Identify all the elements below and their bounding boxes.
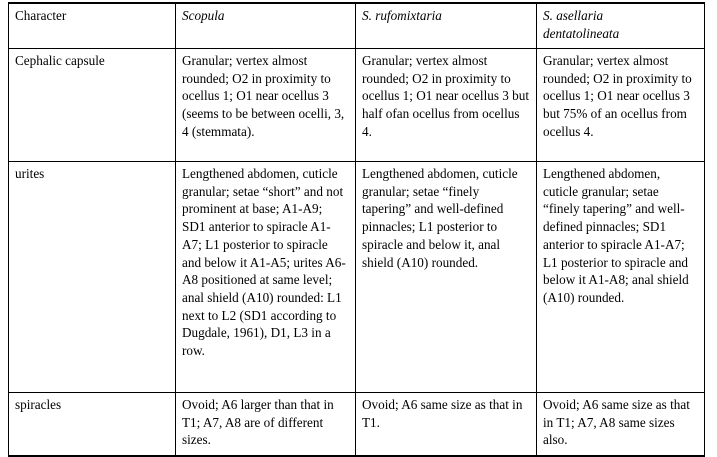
column-header-asellaria-line1: S. asellaria	[543, 8, 604, 23]
table-row	[9, 49, 705, 162]
row-label-cephalic-capsule: Cephalic capsule	[9, 49, 176, 162]
column-header-asellaria-line2: dentatolineata	[543, 25, 620, 41]
table-body	[9, 49, 705, 457]
column-header-character: Character	[9, 3, 176, 49]
table-row	[9, 162, 705, 393]
cell-urites-rufomixtaria: Lengthened abdomen, cuticle granular; setae “finely tapering” and well-defined pinnacles; L1 posterior to spiracle and below it, anal shield (A10) rounded.	[356, 162, 537, 393]
cell-spiracles-rufomixtaria: Ovoid; A6 same size as that in T1.	[356, 393, 537, 457]
cell-cephalic-rufomixtaria: Granular; vertex almost rounded; O2 in proximity to ocellus 1; O1 near ocellus 3 but half ofan ocellus from ocellus 4.	[356, 49, 537, 162]
row-label-spiracles: spiracles	[9, 393, 176, 457]
cell-cephalic-asellaria: Granular; vertex almost rounded; O2 in proximity to ocellus 1; O1 near ocellus 3 but 75% of an ocellus from ocellus 4.	[537, 49, 705, 162]
cell-urites-asellaria: Lengthened abdomen, cuticle granular; setae “finely tapering” and well-defined pinnacles; SD1 anterior to spiracle A1-A7; L1 posterior to spiracle and below it A1-A8; anal shield (A10) rounded.	[537, 162, 705, 393]
table-header	[9, 3, 705, 49]
cell-urites-scopula: Lengthened abdomen, cuticle granular; setae “short” and not prominent at base; A1-A9; SD1 anterior to spiracle A1-A7; L1 posterior to spiracle and below it A1-A5; urites A6-A8 positioned at same level; anal shield (A10) rounded: L1 next to L2 (SD1 according to Dugdale, 1961), D1, L3 in a row.	[176, 162, 356, 393]
cell-cephalic-scopula: Granular; vertex almost rounded; O2 in proximity to ocellus 1; O1 near ocellus 3 (seems to be between ocelli, 3, 4 (stemmata).	[176, 49, 356, 162]
table-header-row	[9, 3, 705, 49]
table-row	[9, 393, 705, 457]
column-header-asellaria-dentatolineata	[537, 3, 705, 49]
column-header-rufomixtaria: S. rufomixtaria	[356, 3, 537, 49]
comparison-table-container	[8, 2, 704, 457]
column-header-scopula: Scopula	[176, 3, 356, 49]
row-label-urites: urites	[9, 162, 176, 393]
cell-spiracles-scopula: Ovoid; A6 larger than that in T1; A7, A8 are of different sizes.	[176, 393, 356, 457]
cell-spiracles-asellaria: Ovoid; A6 same size as that in T1; A7, A8 same sizes also.	[543, 397, 690, 448]
character-comparison-table	[8, 2, 705, 457]
